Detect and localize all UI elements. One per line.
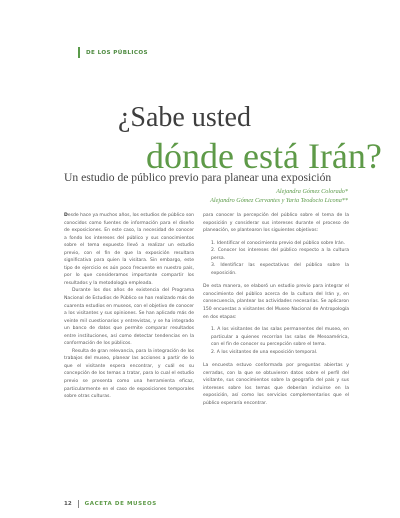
paragraph xyxy=(64,212,194,287)
list-item: 2. Conocer los intereses del público respecto a la cultura persa. xyxy=(211,248,349,261)
page-number: 12 xyxy=(64,501,72,507)
title-line-2: dónde está Irán? xyxy=(146,136,382,176)
subtitle: Un estudio de público previo para planear una exposición xyxy=(64,171,332,184)
author-line-1: Alejandra Gómez Colorado* xyxy=(276,188,348,195)
article-column-right xyxy=(203,212,349,408)
footer-divider xyxy=(78,500,79,508)
author-line-2: Alejandro Gómez Cervantes y Yaria Teodocio Licona** xyxy=(210,197,348,204)
article-column-left xyxy=(64,212,194,401)
title-line-1: ¿Sabe usted xyxy=(118,102,251,133)
paragraph: La encuesta estuvo conformada por preguntas abiertas y cerradas, con la que se obtuvieron datos sobre el perfil del visitante, sus conocimientos sobre la geografía del país y sus intereses sobre los temas que deberían incluirse en la exposición, así como los servicios complementarios que el público esperaría encontrar. xyxy=(203,363,349,407)
list-item: 3. Identificar las expectativas del público sobre la exposición. xyxy=(211,263,349,276)
section-bar xyxy=(78,47,80,58)
paragraph-text: esde hace ya muchos años, los estudios de público son conocidos como fuentes de información para el diseño de exposiciones. En este caso, la necesidad de conocer a fondo los intereses del público y sus conocimientos sobre el tema expuesto llevó a realizar un estudio previo, con el fin de que la exposición resultara significativa para quien la visitara. Sin embargo, este tipo de ejercicio es aún poco frecuente en nuestro país, por lo que consideramos importante compartir los resultados y la metodología empleada. xyxy=(64,213,194,286)
list-item: 2. A los visitantes de una exposición temporal. xyxy=(211,349,318,355)
list-item: 1. A los visitantes de las salas permanentes del museo, en particular a quienes recorrían las salas de Mesoamérica, con el fin de conocer su percepción sobre el tema. xyxy=(211,327,349,348)
list-item: 1. Identificar el conocimiento previo del público sobre Irán. xyxy=(211,240,346,246)
stages-list xyxy=(203,326,349,356)
section-label: DE LOS PÚBLICOS xyxy=(86,49,148,56)
objectives-list xyxy=(203,240,349,278)
paragraph: De esta manera, se elaboró un estudio previo para integrar el conocimiento del público acerca de la cultura del Irán y, en consecuencia, plantear las actividades necesarias. Se aplicaron 150 encuestas a visitantes del Museo Nacional de Antropología en dos etapas: xyxy=(203,284,349,320)
drop-cap: D xyxy=(64,213,68,218)
paragraph: para conocer la percepción del público sobre el tema de la exposición y considerar sus intereses durante el proceso de planeación, se plantearon los siguientes objetivos: xyxy=(203,213,349,234)
page-footer xyxy=(64,500,157,508)
section-header xyxy=(78,47,148,58)
paragraph: Resulta de gran relevancia, para la integración de los trabajos del museo, planear las acciones a partir de lo que el visitante espera encontrar, y cuál es su concepción de los temas a tratar, para lo cual el estudio previo se presenta como una herramienta eficaz, particularmente en el caso de exposiciones temporales sobre otras culturas. xyxy=(64,348,194,400)
authors xyxy=(210,187,348,205)
publication-name: GACETA DE MUSEOS xyxy=(84,501,157,507)
paragraph: Durante los dos años de existencia del Programa Nacional de Estudios de Público se han realizado más de cuarenta estudios en museos, con el objetivo de conocer a los visitantes y sus opiniones. Se han aplicado más de veinte mil cuestionarios y entrevistas, y se ha integrado un banco de datos que permite comparar resultados entre instituciones, así como detectar tendencias en la conformación de los públicos. xyxy=(64,288,194,347)
